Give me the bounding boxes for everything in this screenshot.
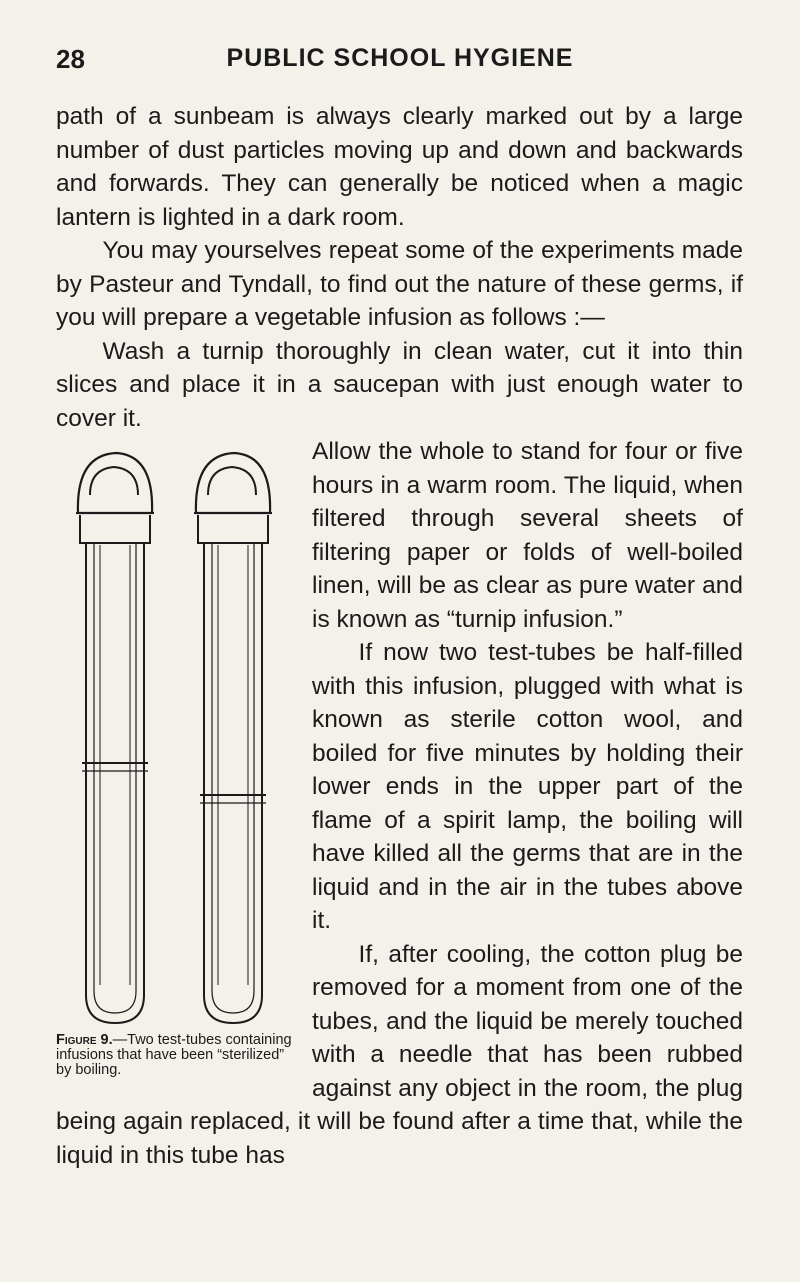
page-number: 28 (56, 44, 85, 74)
paragraph-4: If now two test-tubes be half-filled with this infusion, plugged with what is known as sterile cotton wool, and boiled for five minutes by holding their lower ends in the upper part of the flame of a spirit lamp, the boiling will have killed all the germs that are in the liquid and in the air in the tubes above it. (312, 639, 743, 934)
page-header (56, 44, 744, 84)
paragraph-5: If, after cooling, the cotton plug be removed for a moment from one of the tubes, and the liquid be merely touched with a needle that has been rubbed against any object in the room, the plug being again replaced, it will be found after a time that, while the liquid in this tube has (56, 940, 743, 1169)
running-title: PUBLIC SCHOOL HYGIENE (226, 44, 574, 72)
body-text (56, 100, 743, 1172)
paragraph-3a: Wash a turnip thoroughly in clean water, cut it into thin slices and place it in a saucepan with just enough water to cover it. (56, 337, 743, 432)
figure-label: Figure 9. (56, 1032, 113, 1048)
figure-caption-text: —Two test-tubes containing infusions that have been “sterilized” by boiling. (56, 1032, 292, 1078)
paragraph-2: You may yourselves repeat some of the experiments made by Pasteur and Tyndall, to find out the nature of these germs, if you will prepare a vegetable infusion as follows :— (56, 237, 743, 331)
paragraph-1: path of a sunbeam is always clearly marked out by a large number of dust particles moving up and down and backwards and forwards. They can generally be noticed when a magic lantern is lighted in a dark room. (56, 103, 743, 231)
paragraph-3b: Allow the whole to stand for four or five hours in a warm room. The liquid, when filtered through several sheets of filtering paper or folds of well-boiled linen, will be as clear as pure water and is known as “turnip infusion.” (312, 438, 743, 633)
figure-caption (56, 1033, 296, 1078)
figure-9 (56, 435, 296, 1095)
test-tubes-illustration (56, 435, 296, 1031)
